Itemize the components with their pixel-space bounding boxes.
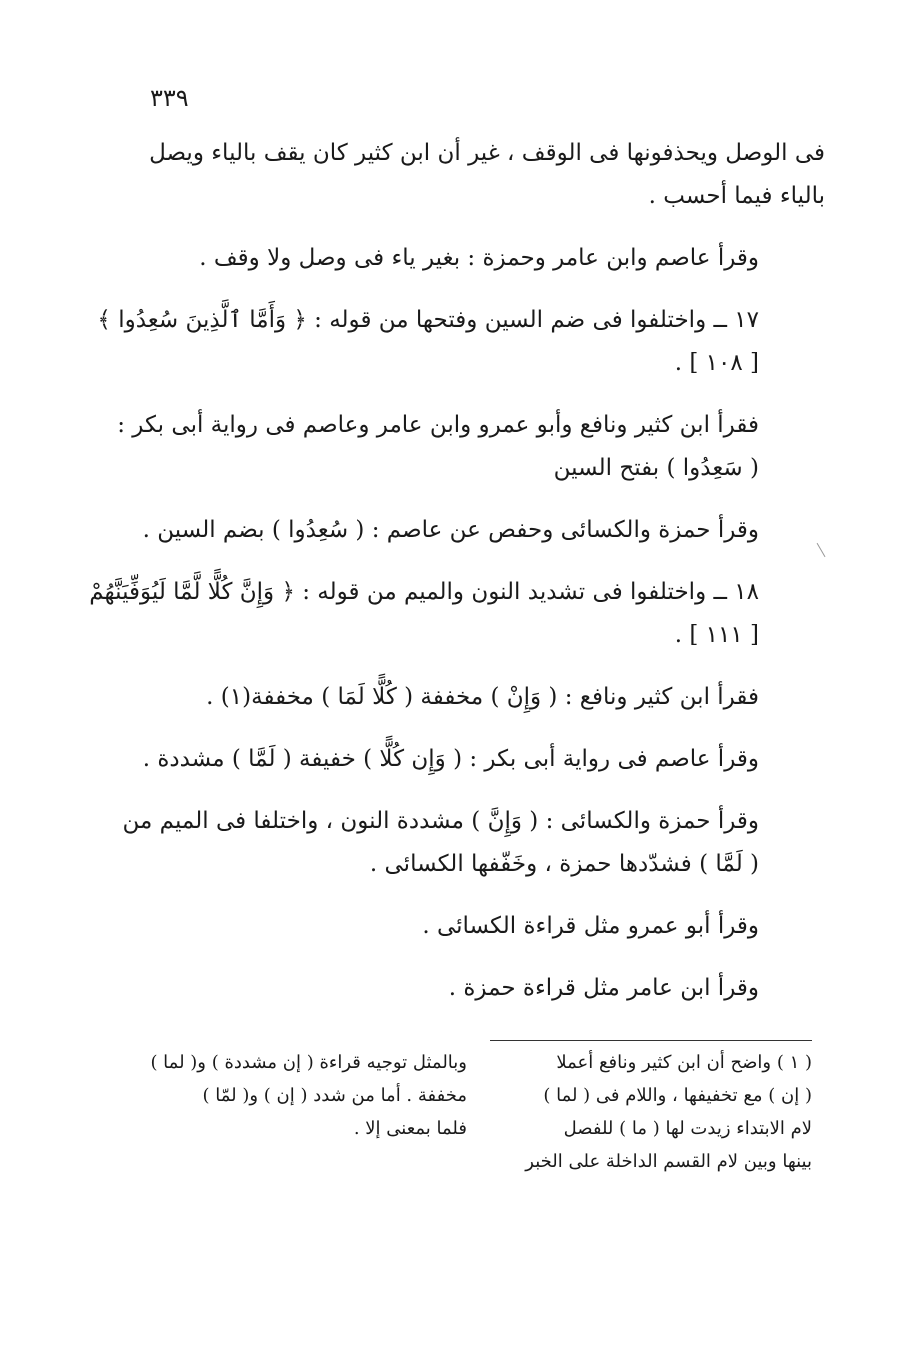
footnote-divider xyxy=(490,1040,812,1041)
footnote-line: وبالمثل توجيه قراءة ( إن مشددة ) و( لما ) xyxy=(150,1052,467,1073)
text-line: وقرأ حمزة والكسائى : ( وَإِنَّ ) مشددة النون ، واختلفا فى الميم من xyxy=(122,808,759,834)
paragraph xyxy=(150,132,825,218)
paragraph xyxy=(142,738,825,781)
text-line: وقرأ ابن عامر مثل قراءة حمزة . xyxy=(448,975,759,1001)
paragraph xyxy=(142,509,825,552)
main-text xyxy=(89,132,825,1029)
paragraph xyxy=(122,800,825,886)
paragraph xyxy=(97,299,825,385)
text-line: وقرأ أبو عمرو مثل قراءة الكسائى . xyxy=(422,913,759,939)
text-line: وقرأ حمزة والكسائى وحفص عن عاصم : ( سُعِدُوا ) بضم السين . xyxy=(142,517,759,543)
text-line: ١٨ ــ واختلفوا فى تشديد النون والميم من قوله : ﴿ وَإِنَّ كُلًّا لَّمَّا لَيُوَفِّيَنَّهُمْ xyxy=(89,579,759,605)
footnote-line: ( إن ) مع تخفيفها ، واللام فى ( لما ) xyxy=(543,1085,812,1106)
footnote-line: لام الابتداء زيدت لها ( ما ) للفصل xyxy=(563,1118,812,1139)
footnote-line: فلما بمعنى إلا . xyxy=(353,1118,467,1139)
page-number: ٣٣٩ xyxy=(150,84,189,112)
text-line: فقرأ ابن كثير ونافع وأبو عمرو وابن عامر وعاصم فى رواية أبى بكر : xyxy=(117,412,759,438)
text-line: ( لَمَّا ) فشدّدها حمزة ، وخَفّفها الكسائى . xyxy=(369,851,759,877)
paragraph xyxy=(89,571,825,657)
text-line: [ ١١١ ] . xyxy=(674,622,759,648)
paragraph xyxy=(150,676,825,719)
footnote-column-right xyxy=(492,1046,812,1178)
text-line: بالياء فيما أحسب . xyxy=(648,183,825,209)
text-line: فى الوصل ويحذفونها فى الوقف ، غير أن ابن كثير كان يقف بالياء ويصل xyxy=(149,140,825,166)
text-line: وقرأ عاصم وابن عامر وحمزة : بغير ياء فى وصل ولا وقف . xyxy=(199,245,759,271)
text-line: وقرأ عاصم فى رواية أبى بكر : ( وَإِن كُلًّا ) خفيفة ( لَمَّا ) مشددة . xyxy=(142,746,759,772)
text-line: ( سَعِدُوا ) بفتح السين xyxy=(553,455,759,481)
paragraph xyxy=(150,967,825,1010)
text-line: ١٧ ــ واختلفوا فى ضم السين وفتحها من قوله : ﴿ وَأَمَّا ٱلَّذِينَ سُعِدُوا ﴾ xyxy=(97,307,759,333)
paragraph xyxy=(117,404,825,490)
text-line: [ ١٠٨ ] . xyxy=(674,350,759,376)
paragraph xyxy=(150,905,825,948)
footnote-column-left xyxy=(147,1046,467,1145)
footnote-line: ( ١ ) واضح أن ابن كثير ونافع أعملا xyxy=(556,1052,812,1073)
footnote-line: بينها وبين لام القسم الداخلة على الخبر xyxy=(525,1151,812,1172)
text-line: فقرأ ابن كثير ونافع : ( وَإِنْ ) مخففة ( كُلًّا لَمَا ) مخففة(١) . xyxy=(206,684,759,710)
paragraph xyxy=(150,237,825,280)
footnote-line: مخففة . أما من شدد ( إن ) و( لمّا ) xyxy=(202,1085,467,1106)
